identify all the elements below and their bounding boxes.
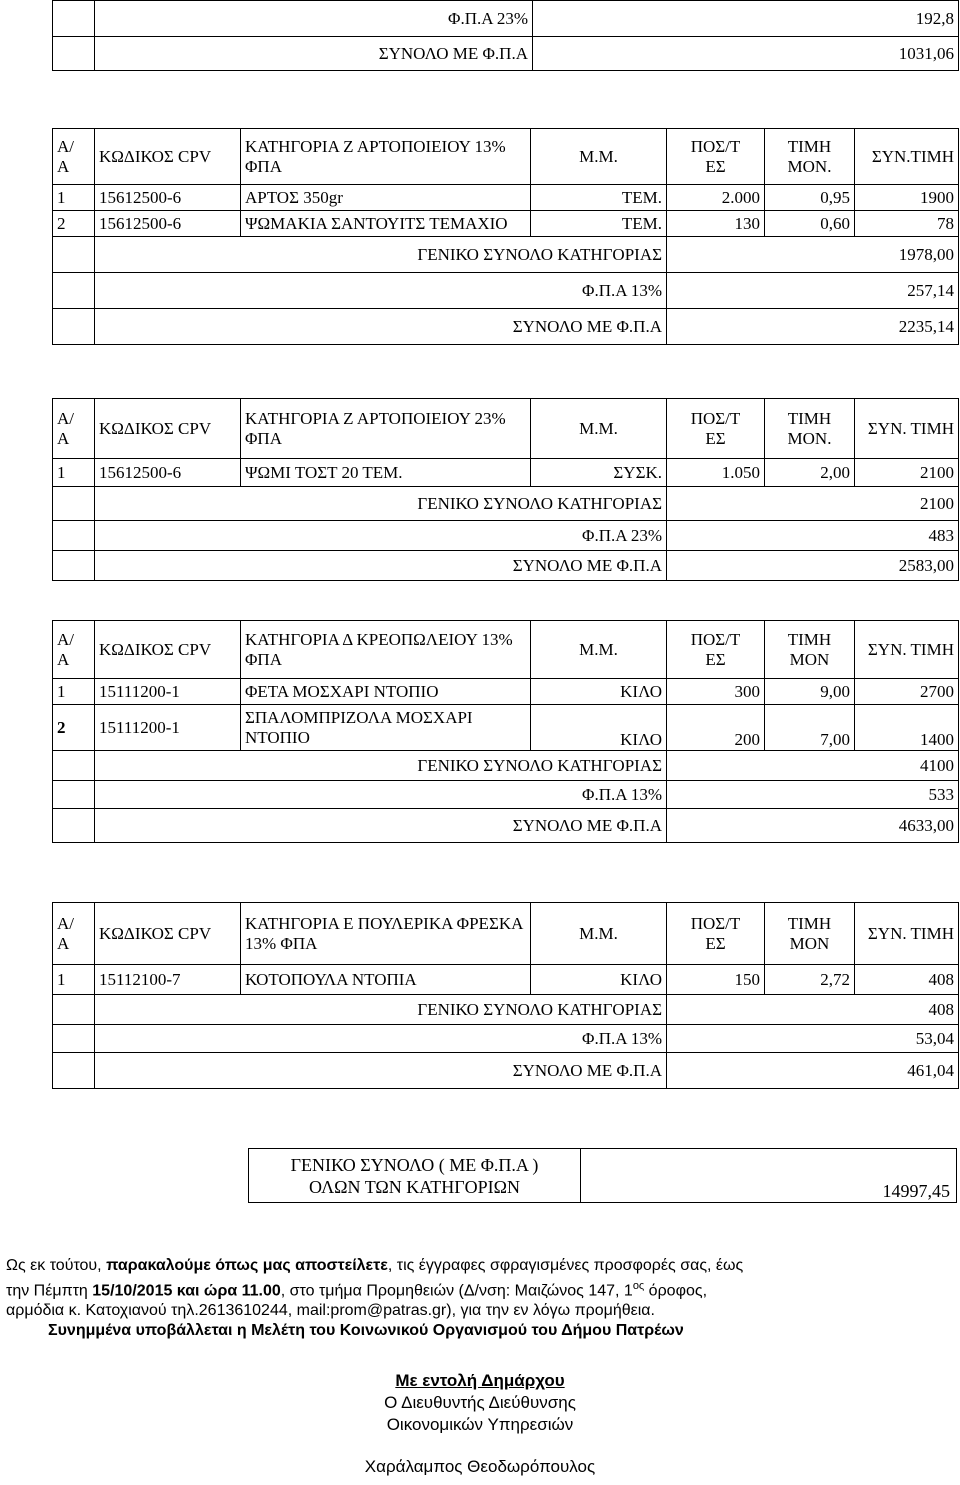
- category-table-butcher-13: [52, 620, 959, 843]
- table-row: 1 15612500-6 ΨΩΜΙ ΤΟΣΤ 20 ΤΕΜ. ΣΥΣΚ. 1.050 2,00 2100: [53, 459, 959, 487]
- general-total-row: ΓΕΝΙΚΟ ΣΥΝΟΛΟ ΚΑΤΗΓΟΡΙΑΣ 1978,00: [53, 237, 959, 273]
- mm-header: Μ.Μ.: [531, 399, 667, 459]
- mm-header: Μ.Μ.: [531, 129, 667, 185]
- category-header: ΚΑΤΗΓΟΡΙΑ Ε ΠΟΥΛΕΡΙΚΑ ΦΡΕΣΚΑ 13% ΦΠΑ: [241, 903, 531, 965]
- header-row: [53, 903, 959, 965]
- category-header: ΚΑΤΗΓΟΡΙΑ Ζ ΑΡΤΟΠΟΙΕΙΟΥ 23% ΦΠΑ: [241, 399, 531, 459]
- price-header: ΤΙΜΗ ΜΟΝ.: [765, 129, 855, 185]
- signatory-name: Χαράλαμπος Θεοδωρόπουλος: [364, 1457, 596, 1476]
- total-with-vat-row: ΣΥΝΟΛΟ ΜΕ Φ.Π.Α 2235,14: [53, 309, 959, 345]
- table-row: 2 15612500-6 ΨΩΜΑΚΙΑ ΣΑΝΤΟΥΙΤΣ ΤΕΜΑΧΙΟ ΤΕΜ. 130 0,60 78: [53, 211, 959, 237]
- price-header: ΤΙΜΗ ΜΟΝ: [765, 903, 855, 965]
- mm-header: Μ.Μ.: [531, 621, 667, 679]
- total-with-vat-row: ΣΥΝΟΛΟ ΜΕ Φ.Π.Α 461,04: [53, 1053, 959, 1089]
- header-row: [53, 399, 959, 459]
- vat-row: Φ.Π.Α 13% 257,14: [53, 273, 959, 309]
- table-row: 1 15112100-7 ΚΟΤΟΠΟΥΛΑ ΝΤΟΠΙΑ ΚΙΛΟ 150 2,72 408: [53, 965, 959, 995]
- header-row: [53, 621, 959, 679]
- top-summary-table: [52, 0, 959, 71]
- grand-total-value: 14997,45: [581, 1149, 957, 1203]
- qty-header: ΠΟΣ/Τ ΕΣ: [667, 399, 765, 459]
- total-header: ΣΥΝ. ΤΙΜΗ: [855, 621, 959, 679]
- vat-row: [53, 1, 959, 37]
- qty-header: ΠΟΣ/Τ ΕΣ: [667, 621, 765, 679]
- order-line: Με εντολή Δημάρχου: [395, 1371, 565, 1390]
- price-header: ΤΙΜΗ ΜΟΝ.: [765, 399, 855, 459]
- cpv-header: ΚΩΔΙΚΟΣ CPV: [95, 621, 241, 679]
- grand-total-table: [248, 1148, 957, 1203]
- general-total-row: ΓΕΝΙΚΟ ΣΥΝΟΛΟ ΚΑΤΗΓΟΡΙΑΣ 4100: [53, 751, 959, 781]
- qty-header: ΠΟΣ/Τ ΕΣ: [667, 129, 765, 185]
- category-header: ΚΑΤΗΓΟΡΙΑ Ζ ΑΡΤΟΠΟΙΕΙΟΥ 13% ΦΠΑ: [241, 129, 531, 185]
- vat-row: Φ.Π.Α 13% 533: [53, 781, 959, 809]
- aa-header: Α/ Α: [53, 399, 95, 459]
- general-total-row: ΓΕΝΙΚΟ ΣΥΝΟΛΟ ΚΑΤΗΓΟΡΙΑΣ 2100: [53, 487, 959, 521]
- director-department: Οικονομικών Υπηρεσιών: [386, 1415, 574, 1434]
- price-header: ΤΙΜΗ ΜΟΝ: [765, 621, 855, 679]
- category-table-bakery-13: [52, 128, 959, 345]
- aa-header: Α/ Α: [53, 129, 95, 185]
- table-row: 2 15111200-1 ΣΠΑΛΟΜΠΡΙΖΟΛΑ ΜΟΣΧΑΡΙ ΝΤΟΠΙΟ ΚΙΛΟ 200 7,00 1400: [53, 705, 959, 751]
- total-header: ΣΥΝ.ΤΙΜΗ: [855, 129, 959, 185]
- total-label: ΣΥΝΟΛΟ ΜΕ Φ.Π.Α: [95, 37, 533, 71]
- qty-header: ΠΟΣ/Τ ΕΣ: [667, 903, 765, 965]
- footer-paragraph: Ως εκ τούτου, παρακαλούμε όπως μας αποστείλετε, τις έγγραφες σφραγισμένες προσφορές σας, έως την Πέμπτη 15/10/2015 και ώρα 11.00, στο τμήμα Προμηθειών (Δ/νση: Μαιζώνος 147, $1^{o\varsigma}$ όροφος, αρμόδια κ. Κατοχιανού τηλ.2613610244, mail:prom@patras.gr), για την εν λόγω προμήθεια. Συνημμένα υποβάλλεται η Μελέτη του Κοινωνικού Οργανισμού του Δήμου Πατρέων: [6, 1256, 954, 1341]
- table-row: 1 15111200-1 ΦΕΤΑ ΜΟΣΧΑΡΙ ΝΤΟΠΙΟ ΚΙΛΟ 300 9,00 2700: [53, 679, 959, 705]
- mm-header: Μ.Μ.: [531, 903, 667, 965]
- grand-total-label: ΓΕΝΙΚΟ ΣΥΝΟΛΟ ( ΜΕ Φ.Π.Α ) ΟΛΩΝ ΤΩΝ ΚΑΤΗΓΟΡΙΩΝ: [249, 1149, 581, 1203]
- vat-label: Φ.Π.Α 23%: [95, 1, 533, 37]
- general-total-row: ΓΕΝΙΚΟ ΣΥΝΟΛΟ ΚΑΤΗΓΟΡΙΑΣ 408: [53, 995, 959, 1025]
- total-header: ΣΥΝ. ΤΙΜΗ: [855, 399, 959, 459]
- cpv-header: ΚΩΔΙΚΟΣ CPV: [95, 399, 241, 459]
- total-with-vat-row: ΣΥΝΟΛΟ ΜΕ Φ.Π.Α 2583,00: [53, 551, 959, 581]
- total-header: ΣΥΝ. ΤΙΜΗ: [855, 903, 959, 965]
- category-table-poultry-13: [52, 902, 959, 1089]
- signature-block: [0, 1370, 960, 1478]
- total-with-vat-row: ΣΥΝΟΛΟ ΜΕ Φ.Π.Α 4633,00: [53, 809, 959, 843]
- cpv-header: ΚΩΔΙΚΟΣ CPV: [95, 129, 241, 185]
- header-row: [53, 129, 959, 185]
- total-value: 1031,06: [533, 37, 959, 71]
- aa-header: Α/ Α: [53, 621, 95, 679]
- category-table-bakery-23: [52, 398, 959, 581]
- table-row: 1 15612500-6 ΑΡΤΟΣ 350gr ΤΕΜ. 2.000 0,95 1900: [53, 185, 959, 211]
- director-title: Ο Διευθυντής Διεύθυνσης: [384, 1393, 576, 1412]
- attachment-note: Συνημμένα υποβάλλεται η Μελέτη του Κοινωνικού Οργανισμού του Δήμου Πατρέων: [48, 1322, 684, 1340]
- category-header: ΚΑΤΗΓΟΡΙΑ Δ ΚΡΕΟΠΩΛΕΙΟΥ 13% ΦΠΑ: [241, 621, 531, 679]
- cpv-header: ΚΩΔΙΚΟΣ CPV: [95, 903, 241, 965]
- aa-header: Α/ Α: [53, 903, 95, 965]
- vat-value: 192,8: [533, 1, 959, 37]
- vat-row: Φ.Π.Α 23% 483: [53, 521, 959, 551]
- total-row: [53, 37, 959, 71]
- vat-row: Φ.Π.Α 13% 53,04: [53, 1025, 959, 1053]
